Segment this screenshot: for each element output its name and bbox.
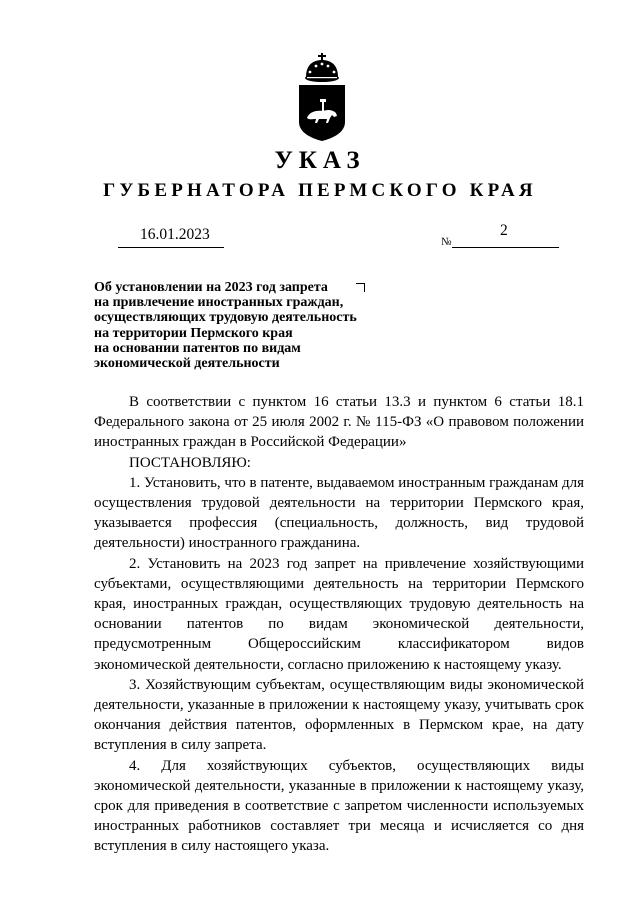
crown-icon xyxy=(305,53,339,82)
number-sign: № xyxy=(441,236,452,248)
document-number: 2 xyxy=(500,222,508,239)
item-paragraph-1: 1. Установить, что в патенте, выдаваемом иностранным гражданам для осуществления трудовой деятельности на территории Пермского края, указывается профессия (специальность, должность, вид трудовой деятельности) иностранного гражданина. xyxy=(94,474,585,552)
item-paragraph-4: 4. Для хозяйствующих субъектов, осуществляющих виды экономической деятельности, указанные в приложении к настоящему указу, срок для приведения в соответствие с запретом численности используемых иностранных работников составляет три месяца и исчисляется со дня вступления в силу настоящего указа. xyxy=(94,757,584,855)
item-paragraph-3: 3. Хозяйствующим субъектам, осуществляющим виды экономической деятельности, указанные в приложении к настоящему указу, учитывать срок окончания действия патентов, оформленных в Пермском крае, на дату вступления в силу запрета. xyxy=(94,676,584,754)
preamble-paragraph: В соответствии с пунктом 16 статьи 13.3 и пунктом 6 статьи 18.1 Федерального закона от 25 июля 2002 г. № 115-ФЗ «О правовом положении иностранных граждан в Российской Федерации» xyxy=(94,394,584,451)
document-subject: Об установлении на 2023 год запрета на привлечение иностранных граждан, осуществляющих трудовую деятельность на территории Пермского края на основании патентов по видам экономической деятельности xyxy=(94,280,357,372)
subject-corner-mark xyxy=(356,283,365,292)
decree-word: ПОСТАНОВЛЯЮ: xyxy=(129,454,251,471)
document-date: 16.01.2023 xyxy=(140,226,210,243)
number-underline xyxy=(452,247,559,248)
item-paragraph-2: 2. Установить на 2023 год запрет на привлечение хозяйствующими субъектами, осуществляющими деятельность на территории Пермского края, иностранных граждан, осуществляющих трудовую деятельность на основании патентов по видам экономической деятельности, предусмотренным Общероссийским классификатором видов экономической деятельности, согласно приложению к настоящему указу. xyxy=(94,555,584,673)
document-body xyxy=(94,392,584,857)
shield-icon xyxy=(299,85,345,141)
document-title: УКАЗ xyxy=(274,147,366,174)
date-underline xyxy=(118,247,224,248)
document-subtitle: ГУБЕРНАТОРА ПЕРМСКОГО КРАЯ xyxy=(103,180,537,201)
perm-krai-emblem xyxy=(292,52,352,142)
